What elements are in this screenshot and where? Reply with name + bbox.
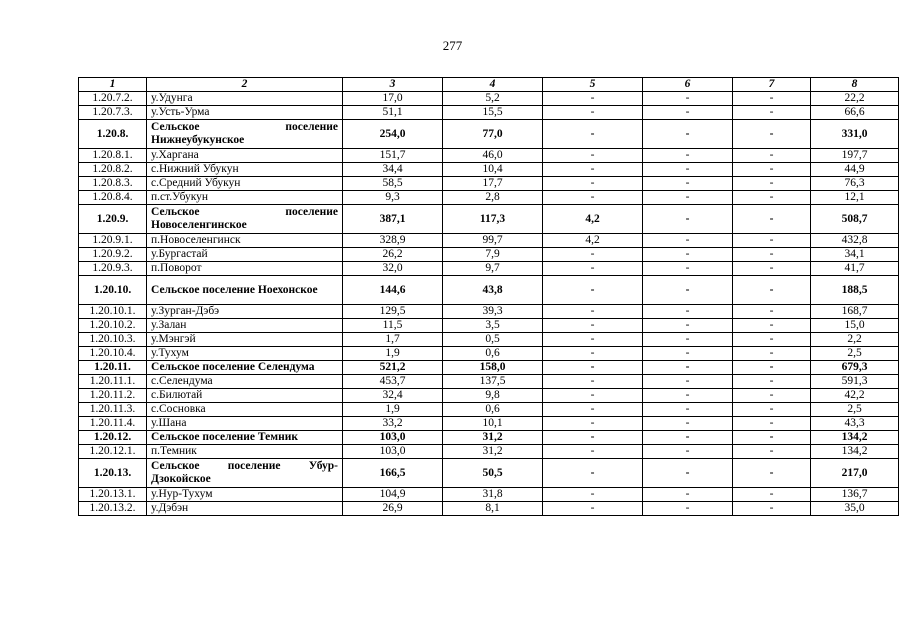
cell-col7: - [733,305,811,319]
cell-col5: - [543,305,643,319]
cell-col5: - [543,502,643,516]
cell-col7: - [733,417,811,431]
cell-name: у.Усть-Урма [147,106,343,120]
cell-col4: 117,3 [443,205,543,234]
table-row [79,403,899,417]
cell-col6: - [643,120,733,149]
cell-col4: 7,9 [443,248,543,262]
cell-col4: 0,5 [443,333,543,347]
cell-col3: 453,7 [343,375,443,389]
table-row-settlement [79,120,899,149]
table-row-settlement [79,459,899,488]
table-row [79,191,899,205]
cell-col4: 39,3 [443,305,543,319]
cell-col3: 254,0 [343,120,443,149]
cell-col7: - [733,234,811,248]
cell-col3: 26,2 [343,248,443,262]
cell-col3: 32,0 [343,262,443,276]
cell-code: 1.20.7.2. [79,92,147,106]
cell-name: у.Бургастай [147,248,343,262]
table-row [79,262,899,276]
cell-col8: 331,0 [811,120,899,149]
cell-col6: - [643,361,733,375]
cell-col3: 104,9 [343,488,443,502]
cell-name: с.Билютай [147,389,343,403]
cell-col7: - [733,163,811,177]
cell-col8: 44,9 [811,163,899,177]
cell-col6: - [643,333,733,347]
cell-code: 1.20.10.2. [79,319,147,333]
cell-col6: - [643,163,733,177]
cell-code: 1.20.11.4. [79,417,147,431]
cell-col3: 11,5 [343,319,443,333]
page-number: 277 [442,38,463,53]
cell-col8: 76,3 [811,177,899,191]
cell-col7: - [733,177,811,191]
cell-col6: - [643,92,733,106]
cell-col4: 99,7 [443,234,543,248]
cell-name: с.Сосновка [147,403,343,417]
table-row [79,417,899,431]
cell-col6: - [643,347,733,361]
cell-name: Сельское поселение Новоселенгинское [147,205,343,234]
table-row [79,248,899,262]
cell-col3: 328,9 [343,234,443,248]
cell-code: 1.20.9.2. [79,248,147,262]
cell-col3: 166,5 [343,459,443,488]
cell-name: Сельское поселение Нижнеубукунское [147,120,343,149]
cell-code: 1.20.8.1. [79,149,147,163]
cell-col8: 508,7 [811,205,899,234]
cell-name: у.Дэбэн [147,502,343,516]
cell-col4: 43,8 [443,276,543,305]
table-row-settlement [79,431,899,445]
cell-col6: - [643,205,733,234]
cell-col7: - [733,459,811,488]
cell-name: у.Шана [147,417,343,431]
cell-code: 1.20.13.1. [79,488,147,502]
column-header: 8 [811,78,899,92]
cell-col3: 26,9 [343,502,443,516]
column-header: 3 [343,78,443,92]
table-row-settlement [79,276,899,305]
cell-col4: 46,0 [443,149,543,163]
cell-col5: - [543,106,643,120]
cell-name: у.Удунга [147,92,343,106]
cell-col3: 1,9 [343,403,443,417]
cell-col5: - [543,403,643,417]
cell-col5: - [543,431,643,445]
cell-col4: 31,8 [443,488,543,502]
cell-col5: - [543,361,643,375]
cell-col4: 3,5 [443,319,543,333]
table-row [79,234,899,248]
cell-col5: - [543,375,643,389]
cell-code: 1.20.10.3. [79,333,147,347]
cell-col4: 10,4 [443,163,543,177]
cell-col5: - [543,276,643,305]
cell-code: 1.20.7.3. [79,106,147,120]
table-row [79,445,899,459]
cell-col6: - [643,305,733,319]
cell-col4: 50,5 [443,459,543,488]
cell-col4: 15,5 [443,106,543,120]
cell-code: 1.20.9. [79,205,147,234]
cell-col5: - [543,445,643,459]
cell-name: п.Темник [147,445,343,459]
table-row [79,92,899,106]
cell-col6: - [643,319,733,333]
column-header: 2 [147,78,343,92]
cell-col5: - [543,248,643,262]
table-row [79,389,899,403]
cell-col8: 2,5 [811,403,899,417]
cell-code: 1.20.10.1. [79,305,147,319]
cell-col6: - [643,502,733,516]
cell-col6: - [643,488,733,502]
cell-col4: 0,6 [443,347,543,361]
cell-col4: 137,5 [443,375,543,389]
table-row [79,106,899,120]
cell-col5: - [543,191,643,205]
cell-col6: - [643,445,733,459]
cell-code: 1.20.11. [79,361,147,375]
cell-col3: 9,3 [343,191,443,205]
table-body [79,92,899,516]
table-row [79,502,899,516]
cell-name: у.Тухум [147,347,343,361]
cell-name: п.Поворот [147,262,343,276]
cell-col5: - [543,488,643,502]
cell-code: 1.20.12. [79,431,147,445]
cell-code: 1.20.9.1. [79,234,147,248]
cell-col8: 2,2 [811,333,899,347]
cell-col3: 33,2 [343,417,443,431]
cell-col6: - [643,191,733,205]
cell-code: 1.20.10.4. [79,347,147,361]
cell-col3: 103,0 [343,431,443,445]
cell-col4: 158,0 [443,361,543,375]
cell-col7: - [733,106,811,120]
cell-col6: - [643,417,733,431]
table-row [79,305,899,319]
cell-col7: - [733,276,811,305]
cell-col7: - [733,361,811,375]
cell-col5: - [543,262,643,276]
cell-col7: - [733,205,811,234]
cell-col8: 15,0 [811,319,899,333]
cell-col4: 17,7 [443,177,543,191]
cell-code: 1.20.8. [79,120,147,149]
cell-col3: 1,9 [343,347,443,361]
cell-col7: - [733,333,811,347]
cell-col8: 591,3 [811,375,899,389]
cell-code: 1.20.8.4. [79,191,147,205]
cell-col4: 9,8 [443,389,543,403]
cell-col8: 134,2 [811,431,899,445]
cell-col6: - [643,234,733,248]
cell-col7: - [733,191,811,205]
cell-col3: 1,7 [343,333,443,347]
cell-col7: - [733,319,811,333]
cell-col4: 9,7 [443,262,543,276]
cell-col8: 2,5 [811,347,899,361]
table-row [79,333,899,347]
data-table [78,77,899,516]
cell-col4: 2,8 [443,191,543,205]
cell-col3: 58,5 [343,177,443,191]
cell-col8: 43,3 [811,417,899,431]
table-row [79,488,899,502]
cell-col5: - [543,389,643,403]
cell-col7: - [733,248,811,262]
cell-col7: - [733,120,811,149]
cell-name: с.Нижний Убукун [147,163,343,177]
cell-col7: - [733,488,811,502]
cell-col8: 134,2 [811,445,899,459]
cell-col3: 51,1 [343,106,443,120]
cell-code: 1.20.13.2. [79,502,147,516]
cell-col6: - [643,276,733,305]
cell-col3: 34,4 [343,163,443,177]
cell-code: 1.20.8.3. [79,177,147,191]
cell-code: 1.20.13. [79,459,147,488]
cell-col8: 432,8 [811,234,899,248]
cell-col7: - [733,403,811,417]
cell-col7: - [733,431,811,445]
cell-col5: 4,2 [543,205,643,234]
cell-code: 1.20.11.1. [79,375,147,389]
table-row [79,163,899,177]
cell-col5: 4,2 [543,234,643,248]
cell-col5: - [543,417,643,431]
table-row [79,149,899,163]
cell-col6: - [643,389,733,403]
table-row [79,375,899,389]
cell-col8: 34,1 [811,248,899,262]
cell-col8: 136,7 [811,488,899,502]
cell-name: у.Залан [147,319,343,333]
cell-col5: - [543,459,643,488]
cell-code: 1.20.10. [79,276,147,305]
cell-name: у.Нур-Тухум [147,488,343,502]
cell-name: п.ст.Убукун [147,191,343,205]
cell-col8: 188,5 [811,276,899,305]
cell-col3: 151,7 [343,149,443,163]
cell-col7: - [733,347,811,361]
cell-col3: 521,2 [343,361,443,375]
cell-col6: - [643,106,733,120]
column-header: 5 [543,78,643,92]
cell-col6: - [643,403,733,417]
column-header: 7 [733,78,811,92]
table-row [79,347,899,361]
cell-code: 1.20.9.3. [79,262,147,276]
cell-col6: - [643,375,733,389]
cell-col8: 197,7 [811,149,899,163]
cell-name: у.Зурган-Дэбэ [147,305,343,319]
cell-col8: 22,2 [811,92,899,106]
cell-name: Сельское поселение Темник [147,431,343,445]
cell-col3: 144,6 [343,276,443,305]
cell-col8: 35,0 [811,502,899,516]
cell-col5: - [543,347,643,361]
column-header: 4 [443,78,543,92]
cell-col4: 10,1 [443,417,543,431]
cell-name: с.Селендума [147,375,343,389]
cell-col7: - [733,262,811,276]
cell-name: Сельское поселение Селендума [147,361,343,375]
cell-col7: - [733,502,811,516]
table-row-settlement [79,205,899,234]
cell-col4: 8,1 [443,502,543,516]
header-row [79,78,899,92]
cell-col4: 31,2 [443,445,543,459]
cell-col3: 103,0 [343,445,443,459]
cell-code: 1.20.12.1. [79,445,147,459]
cell-name: п.Новоселенгинск [147,234,343,248]
cell-name: Сельское поселение Убур-Дзокойское [147,459,343,488]
cell-code: 1.20.11.2. [79,389,147,403]
cell-col5: - [543,92,643,106]
cell-col7: - [733,445,811,459]
table-row [79,319,899,333]
cell-col4: 31,2 [443,431,543,445]
cell-col3: 32,4 [343,389,443,403]
cell-col7: - [733,389,811,403]
cell-col7: - [733,92,811,106]
cell-col6: - [643,459,733,488]
column-header: 1 [79,78,147,92]
cell-col5: - [543,163,643,177]
cell-col4: 77,0 [443,120,543,149]
cell-col5: - [543,319,643,333]
cell-col8: 168,7 [811,305,899,319]
cell-name: Сельское поселение Ноехонское [147,276,343,305]
table-row [79,177,899,191]
cell-col6: - [643,248,733,262]
cell-col8: 42,2 [811,389,899,403]
cell-col5: - [543,120,643,149]
cell-col6: - [643,262,733,276]
cell-col4: 0,6 [443,403,543,417]
cell-col5: - [543,333,643,347]
cell-col4: 5,2 [443,92,543,106]
cell-code: 1.20.8.2. [79,163,147,177]
cell-name: с.Средний Убукун [147,177,343,191]
cell-col8: 66,6 [811,106,899,120]
cell-col8: 679,3 [811,361,899,375]
cell-col3: 17,0 [343,92,443,106]
cell-col3: 387,1 [343,205,443,234]
table-row-settlement [79,361,899,375]
cell-col5: - [543,177,643,191]
cell-col3: 129,5 [343,305,443,319]
cell-name: у.Мэнгэй [147,333,343,347]
cell-col6: - [643,177,733,191]
cell-col5: - [543,149,643,163]
cell-col7: - [733,375,811,389]
column-header: 6 [643,78,733,92]
cell-col8: 217,0 [811,459,899,488]
cell-col6: - [643,149,733,163]
cell-col7: - [733,149,811,163]
cell-col6: - [643,431,733,445]
cell-name: у.Харгана [147,149,343,163]
cell-code: 1.20.11.3. [79,403,147,417]
cell-col8: 12,1 [811,191,899,205]
cell-col8: 41,7 [811,262,899,276]
